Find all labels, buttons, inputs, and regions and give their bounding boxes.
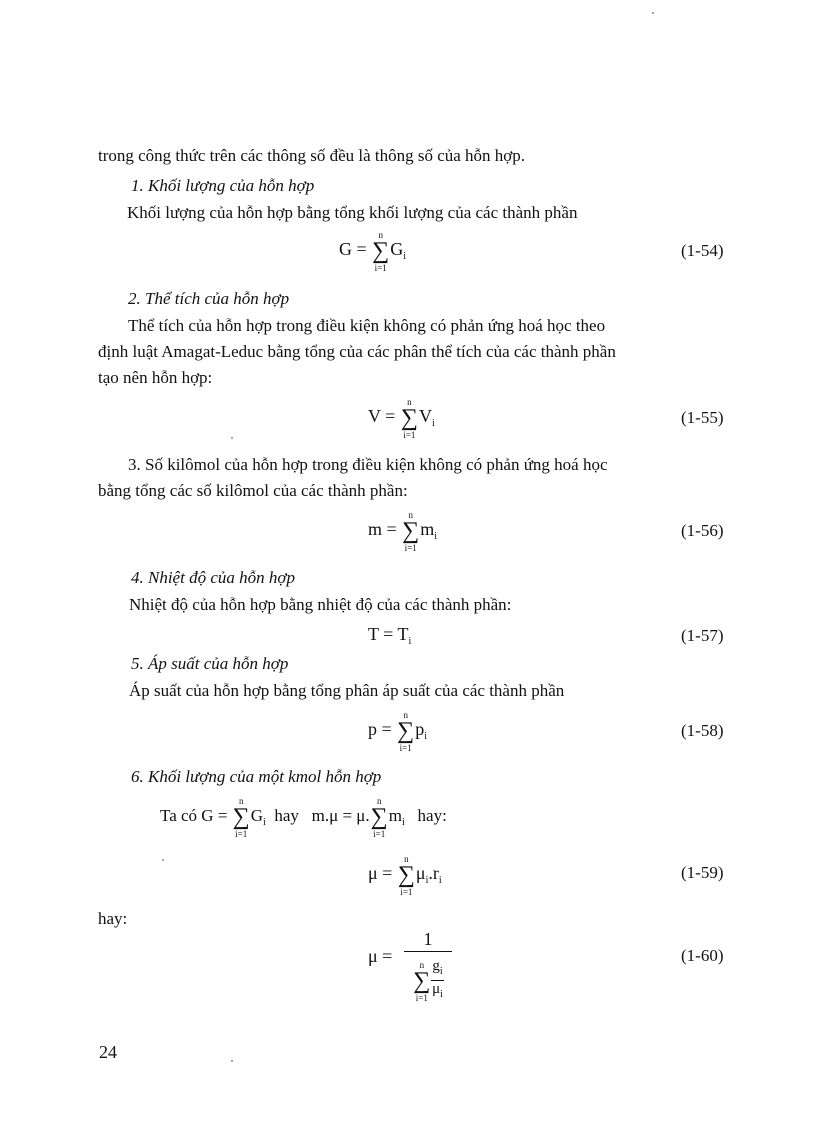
sum-symbol: ∑ n i=1: [400, 396, 418, 440]
eq-left: p =: [368, 719, 392, 739]
taco-text: Ta có G =: [160, 806, 228, 825]
equation-1-54: [339, 229, 407, 273]
eq-term: m: [388, 806, 403, 825]
sum-upper: n: [419, 959, 425, 970]
equation-number: (1-56): [681, 521, 724, 540]
sum-lower: i=1: [404, 542, 417, 553]
equation-1-56: [368, 509, 438, 553]
eq-term: G: [390, 239, 404, 259]
equation-number: (1-59): [681, 863, 724, 882]
eq-left: T = T: [368, 624, 409, 644]
inner-fraction: [431, 958, 443, 1003]
sum-upper: n: [407, 396, 412, 407]
eq-term: G: [250, 806, 264, 825]
equation-number: (1-54): [681, 241, 724, 260]
section-4-heading: 4. Nhiệt độ của hỗn hợp: [131, 568, 295, 587]
equation-1-59: [368, 853, 442, 897]
sum-upper: n: [376, 796, 382, 807]
g-term: g: [432, 958, 440, 974]
sum-symbol: ∑ n i=1: [413, 959, 431, 1003]
eq-term: p: [415, 719, 425, 739]
section-5-heading: 5. Áp suất của hỗn hợp: [131, 654, 289, 673]
inner-denominator: [431, 981, 443, 1003]
fraction-bar: [404, 951, 452, 952]
intro-line: trong công thức trên các thông số đều là thông số của hỗn hợp.: [98, 146, 526, 165]
equation-1-57: [368, 623, 411, 653]
sum-lower: i=1: [400, 886, 413, 897]
eq-subscript: i: [408, 636, 412, 647]
mu-term: μ: [432, 981, 441, 997]
equation-number: (1-60): [681, 946, 724, 965]
section-1-text: Khối lượng của hỗn hợp bằng tổng khối lượng của các thành phần: [127, 203, 578, 222]
eq-subscript: i: [434, 531, 438, 542]
fraction-numerator: 1: [423, 929, 433, 949]
sum-upper: n: [378, 229, 383, 240]
sum-symbol: ∑ n i=1: [370, 796, 388, 840]
fraction-denominator: [400, 958, 456, 1003]
page-number: 24: [99, 1042, 117, 1062]
eq-term: μ: [415, 863, 426, 883]
eq-left: V =: [368, 406, 396, 426]
section-3-line-1: 3. Số kilômol của hỗn hợp trong điều kiện không có phản ứng hoá học: [128, 455, 608, 474]
equation-1-60-fraction: [400, 928, 456, 1003]
eq-left: m =: [368, 519, 397, 539]
eq-term: V: [418, 406, 432, 426]
equation-number: (1-55): [681, 408, 724, 427]
sum-symbol: ∑ n i=1: [372, 229, 390, 273]
eq-subscript: i: [402, 817, 405, 828]
section-3-line-2: bằng tổng các số kilômol của các thành phần:: [98, 481, 408, 500]
sum-upper: n: [408, 509, 413, 520]
section-1-heading: 1. Khối lượng của hỗn hợp: [131, 176, 315, 195]
equation-1-60-left: μ =: [368, 946, 393, 966]
eq-tail: .r: [428, 863, 439, 883]
mu-subscript: i: [440, 989, 443, 1000]
eq-subscript: i: [263, 817, 266, 828]
eq-subscript: i: [424, 731, 428, 742]
eq-subscript: i: [403, 251, 407, 262]
eq-subscript: i: [425, 875, 429, 886]
inner-numerator: [431, 958, 443, 981]
scan-speck: [231, 437, 233, 439]
eq-subscript: i: [438, 875, 442, 886]
m-mu-text: m.μ = μ.: [311, 806, 370, 825]
sum-lower: i=1: [415, 992, 428, 1003]
equation-number: (1-58): [681, 721, 724, 740]
sum-lower: i=1: [403, 429, 416, 440]
eq-left: μ =: [368, 863, 393, 883]
section-2-line-3: tạo nên hỗn hợp:: [98, 368, 213, 387]
sum-symbol: ∑ n i=1: [402, 509, 420, 553]
section-5-text: Áp suất của hỗn hợp bằng tổng phân áp suất của các thành phần: [129, 681, 565, 700]
sum-symbol: ∑ n i=1: [397, 709, 415, 753]
scan-speck: [652, 12, 654, 14]
sum-lower: i=1: [235, 829, 248, 840]
hay-text: hay: [274, 806, 299, 825]
sum-upper: n: [404, 853, 409, 864]
hay-text: hay:: [417, 806, 447, 825]
eq-subscript: i: [431, 418, 435, 429]
sum-lower: i=1: [374, 262, 387, 273]
section-2-heading: 2. Thể tích của hỗn hợp: [128, 289, 290, 308]
scan-speck: [231, 1060, 233, 1062]
sum-symbol: ∑ n i=1: [232, 796, 250, 840]
sum-symbol: ∑ n i=1: [397, 853, 415, 897]
section-6-heading: 6. Khối lượng của một kmol hỗn hợp: [131, 767, 382, 786]
equation-number: (1-57): [681, 626, 724, 645]
scan-speck: [162, 859, 164, 861]
section-4-text: Nhiệt độ của hỗn hợp bằng nhiệt độ của các thành phần:: [129, 595, 512, 614]
hay-line: hay:: [98, 909, 128, 928]
taco-line: [160, 796, 447, 840]
equation-1-58: [368, 709, 428, 753]
sum-lower: i=1: [373, 829, 386, 840]
eq-term: m: [420, 519, 435, 539]
equation-1-55: [368, 396, 435, 440]
sum-upper: n: [403, 709, 408, 720]
sum-lower: i=1: [399, 742, 412, 753]
section-2-line-2: định luật Amagat-Leduc bằng tổng của các phân thể tích của các thành phần: [98, 342, 616, 361]
sum-upper: n: [238, 796, 244, 807]
eq-left: G =: [339, 239, 367, 259]
g-subscript: i: [439, 966, 443, 977]
section-2-line-1: Thể tích của hỗn hợp trong điều kiện không có phản ứng hoá học theo: [128, 316, 606, 335]
